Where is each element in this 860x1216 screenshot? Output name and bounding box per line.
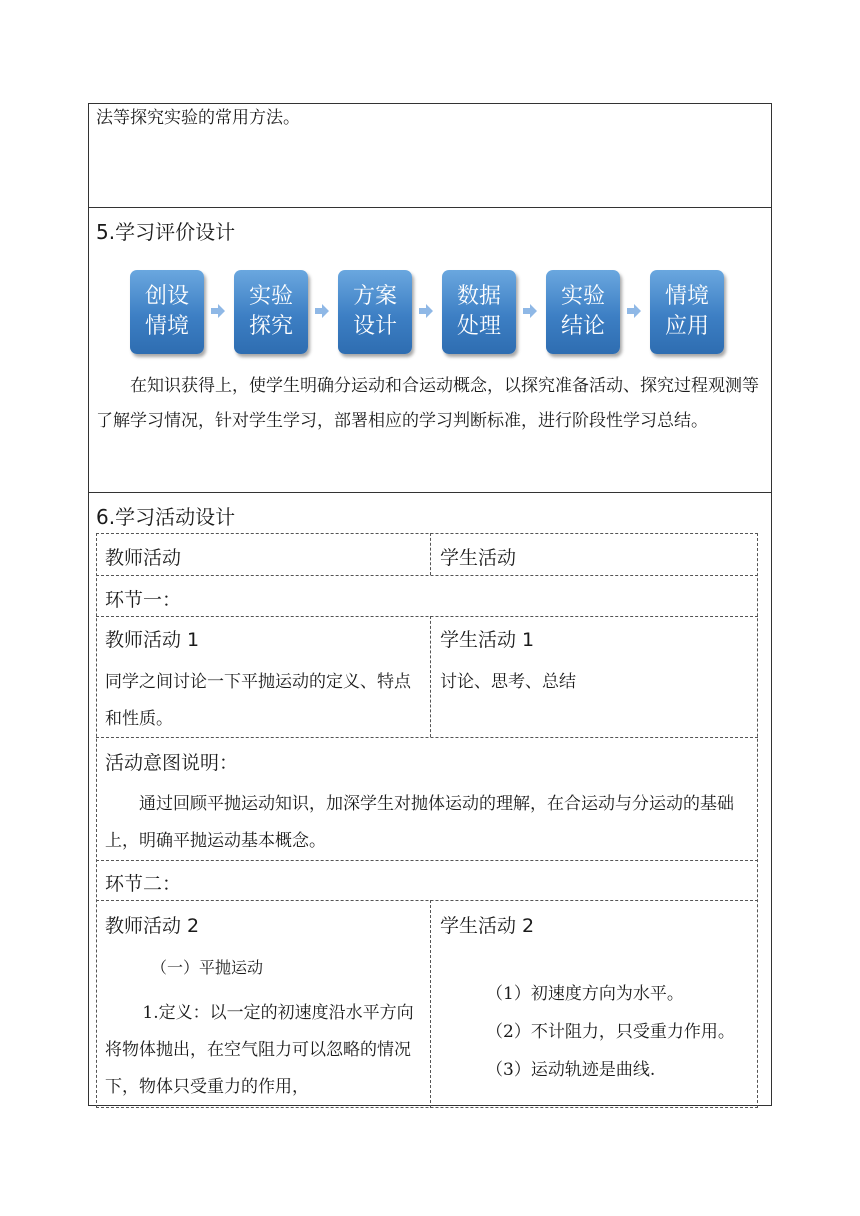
- arrow-right-icon: [419, 304, 433, 318]
- student-activity-2-title: 学生活动 2: [440, 915, 535, 937]
- arrow-right-icon: [523, 304, 537, 318]
- flow-step-label: 实验: [248, 284, 293, 309]
- list-item: （2）不计阻力，只受重力作用。: [486, 1022, 735, 1042]
- table-col-divider: [430, 533, 431, 575]
- flow-step-label: 情境: [144, 314, 189, 339]
- list-item: （3）运动轨迹是曲线.: [486, 1060, 656, 1080]
- section-divider: [88, 492, 772, 493]
- table-col-divider: [430, 616, 431, 737]
- teacher-activity-2-subtitle: （一）平抛运动: [151, 958, 264, 977]
- col-header-student: 学生活动: [440, 547, 517, 569]
- flow-step-5: [546, 270, 620, 354]
- teacher-activity-1-title: 教师活动 1: [105, 629, 200, 651]
- evaluation-flowchart: [130, 270, 730, 356]
- col-header-teacher: 教师活动: [105, 547, 182, 569]
- flow-step-label: 设计: [352, 314, 397, 339]
- stage-1-title: 环节一：: [105, 589, 182, 611]
- section-5-heading: 5.学习评价设计: [96, 220, 236, 244]
- flow-step-label: 情境: [664, 284, 709, 309]
- table-row-divider: [96, 860, 758, 861]
- arrow-right-icon: [211, 304, 225, 318]
- section-5-paragraph: 在知识获得上，使学生明确分运动和合运动概念，以探究准备活动、探究过程观测等了解学习情况，针对学生学习，部署相应的学习判断标准，进行阶段性学习总结。: [96, 376, 759, 431]
- flow-step-label: 处理: [456, 314, 501, 339]
- student-activity-2-list: [486, 975, 758, 1089]
- flow-step-4: [442, 270, 516, 354]
- table-row-divider: [96, 900, 758, 901]
- flow-step-3: [338, 270, 412, 354]
- student-activity-1-text: 讨论、思考、总结: [440, 672, 576, 692]
- section-6-heading: 6.学习活动设计: [96, 505, 236, 529]
- student-activity-1-title: 学生活动 1: [440, 629, 535, 651]
- intent-title: 活动意图说明：: [105, 752, 239, 774]
- section-divider: [88, 207, 772, 208]
- stage-2-title: 环节二：: [105, 873, 182, 895]
- flow-step-label: 数据: [456, 284, 501, 309]
- flow-step-label: 结论: [560, 314, 605, 339]
- table-row-divider: [96, 616, 758, 617]
- intent-text: 通过回顾平抛运动知识，加深学生对抛体运动的理解，在合运动与分运动的基础上，明确平抛运动基本概念。: [105, 794, 734, 851]
- flow-step-1: [130, 270, 204, 354]
- flow-step-label: 探究: [248, 314, 293, 339]
- table-row-divider: [96, 575, 758, 576]
- teacher-activity-2-text: 1.定义：以一定的初速度沿水平方向将物体抛出，在空气阻力可以忽略的情况下，物体只受重力的作用，: [105, 1003, 414, 1097]
- table-col-divider: [430, 900, 431, 1108]
- flow-step-6: [650, 270, 724, 354]
- previous-section-text: 法等探究实验的常用方法。: [96, 108, 300, 128]
- flow-step-label: 方案: [352, 284, 397, 309]
- flow-step-2: [234, 270, 308, 354]
- arrow-right-icon: [315, 304, 329, 318]
- arrow-right-icon: [627, 304, 641, 318]
- flow-step-label: 创设: [144, 284, 189, 309]
- flow-step-label: 应用: [664, 314, 709, 339]
- teacher-activity-1-text: 同学之间讨论一下平抛运动的定义、特点和性质。: [105, 672, 411, 729]
- flow-step-label: 实验: [560, 284, 605, 309]
- list-item: （1）初速度方向为水平。: [486, 984, 684, 1004]
- teacher-activity-2-title: 教师活动 2: [105, 915, 200, 937]
